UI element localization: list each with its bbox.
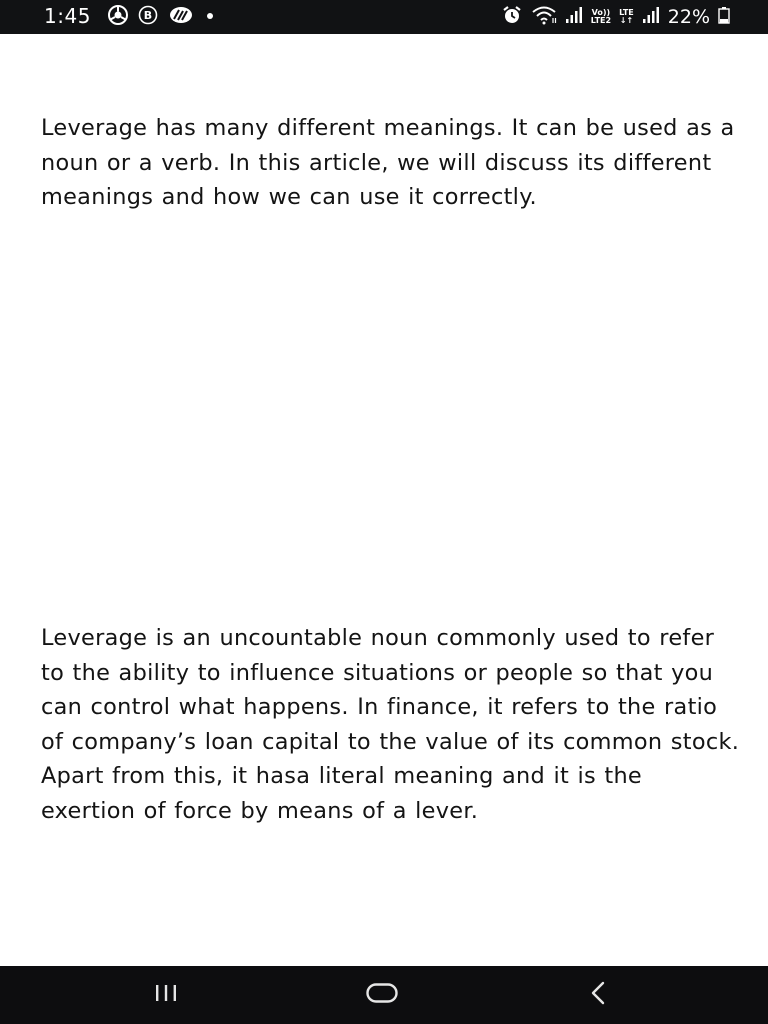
navigation-bar xyxy=(0,966,768,1024)
alarm-icon xyxy=(501,5,523,29)
article-content xyxy=(0,34,768,966)
status-right-icons xyxy=(501,5,730,29)
article-paragraph-intro: Leverage has many different meanings. It can be used as a noun or a verb. In this article, we will discuss its different meanings and how we can use it correctly. xyxy=(41,115,735,210)
lte-icon xyxy=(619,9,634,25)
signal-icon xyxy=(565,5,583,29)
wifi-icon xyxy=(531,5,557,29)
signal-icon-2 xyxy=(642,5,660,29)
lte-bottom-text: ↓↑ xyxy=(619,16,634,25)
status-bar xyxy=(0,0,768,34)
notification-dot-icon xyxy=(203,5,217,29)
home-icon xyxy=(365,981,399,1009)
chrome-icon xyxy=(108,5,128,29)
status-time: 1:45 xyxy=(44,4,91,28)
back-icon xyxy=(586,980,610,1010)
lte-top-text: LTE xyxy=(619,8,634,17)
back-button[interactable] xyxy=(558,966,638,1024)
volte-top-text: Vo)) xyxy=(591,8,611,17)
status-left-icons xyxy=(108,7,217,27)
volte-icon xyxy=(591,9,611,25)
b-badge-icon xyxy=(137,5,159,29)
battery-icon xyxy=(718,5,730,29)
recents-icon xyxy=(151,983,181,1007)
volte-bottom-text: LTE2 xyxy=(590,16,612,25)
b-badge-text: B xyxy=(143,9,153,22)
battery-percent: 22% xyxy=(667,6,710,28)
home-button[interactable] xyxy=(342,966,422,1024)
app-icon xyxy=(168,5,194,29)
recents-button[interactable] xyxy=(126,966,206,1024)
article-paragraph-noun: Leverage is an uncountable noun commonly used to refer to the ability to influence situations or people so that you can control what happens. In finance, it refers to the ratio of company’s loan capital to the value of its common stock. Apart from this, it hasa literal meaning and it is the exertion of force by means of a lever. xyxy=(41,625,740,824)
